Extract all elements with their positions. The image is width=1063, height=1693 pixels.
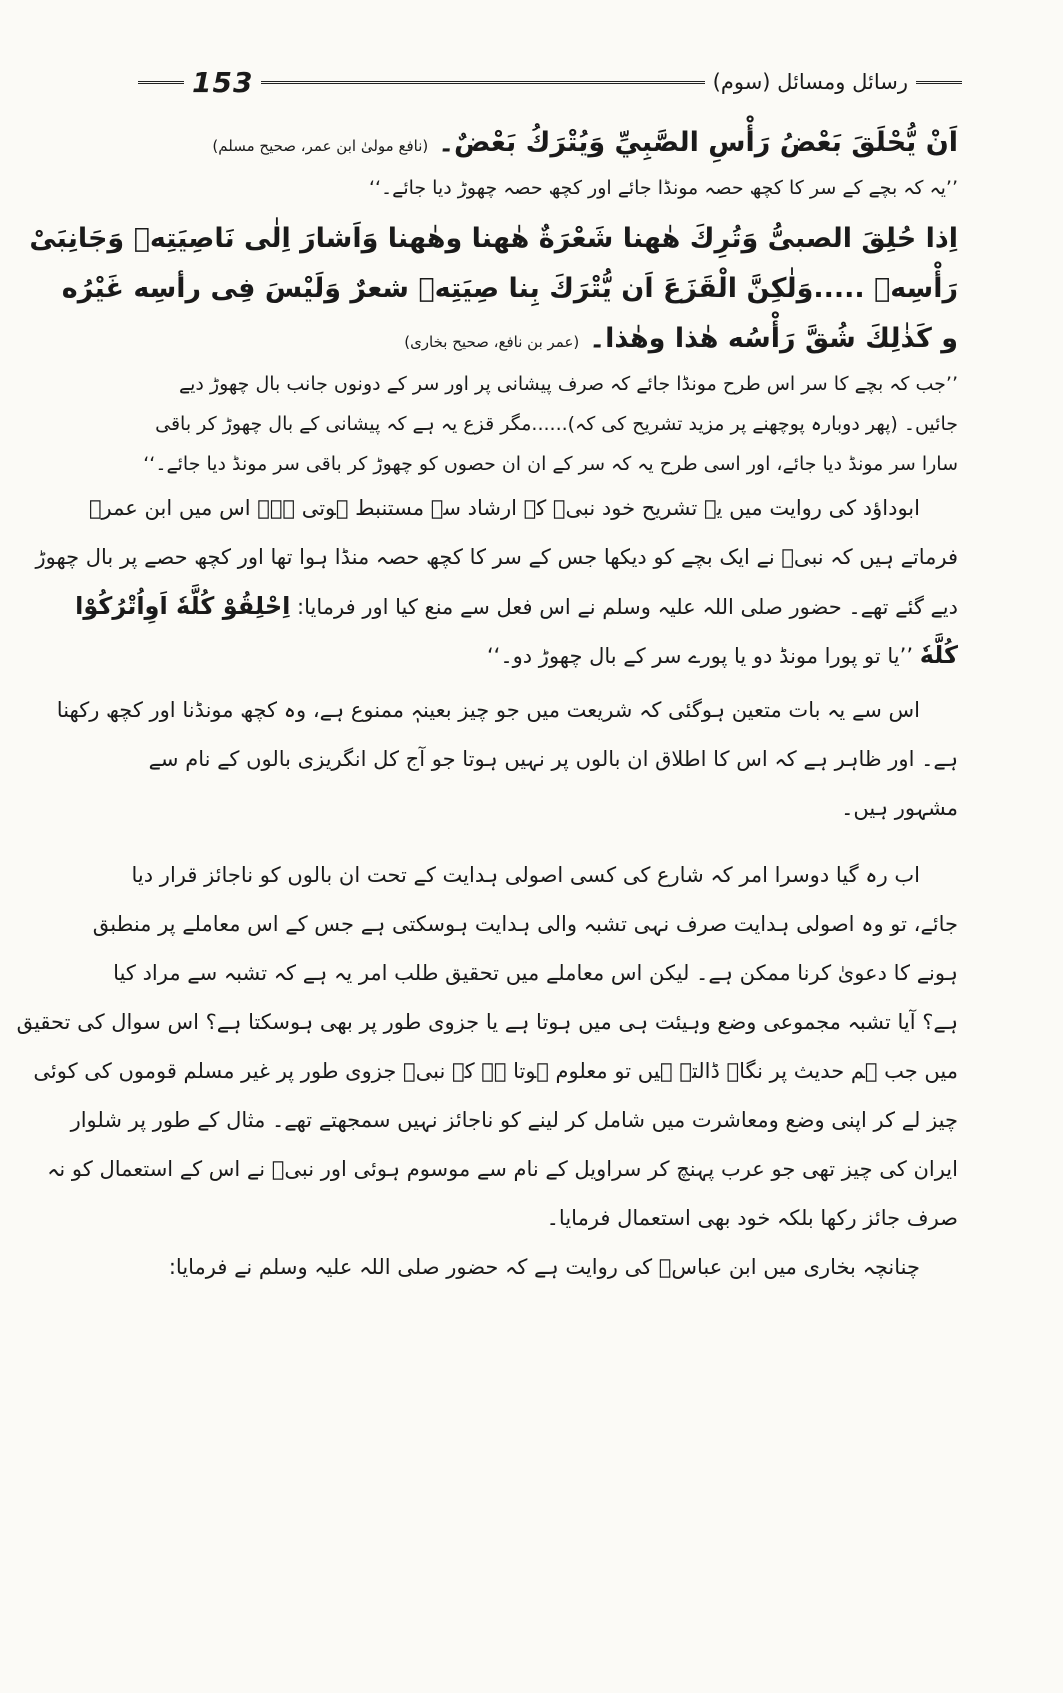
translation-line-1: ’’یہ کہ بچے کے سر کا کچھ حصہ مونڈا جائے اور کچھ حصہ چھوڑ دیا جائے۔‘‘ (368, 177, 958, 199)
paragraph-line: فرماتے ہیں کہ نبیؐ نے ایک بچے کو دیکھا جس کے سر کا کچھ حصہ منڈا ہوا تھا اور کچھ حصے پر بال چھوڑ (35, 545, 958, 569)
translation-line-3: جائیں۔ (پھر دوبارہ پوچھنے پر مزید تشریح کی کہ)......مگر قزع یہ ہے کہ پیشانی کے بال چھوڑ کر باقی (155, 413, 958, 435)
paragraph-line: اب رہ گیا دوسرا امر کہ شارع کی کسی اصولی ہدایت کے تحت ان بالوں کو ناجائز قرار دیا (131, 863, 920, 887)
paragraph-line: دیے گئے تھے۔ حضور صلی اللہ علیہ وسلم نے اس فعل سے منع کیا اور فرمایا: اِحْلِقُوْ كُلَّهٗ اَوِاُتْرُكُوْا (75, 592, 958, 620)
page-number: 153 (192, 65, 254, 99)
arabic-hadith-line-3: رَأْسِهٖ .....وَلٰكِنَّ الْقَزَعَ اَن يُّتْرَكَ بِنا صِيَتِهٖ شعرٌ وَلَيْسَ فِی رأسِه غَيْرُه (61, 273, 958, 304)
paragraph-line: ہے۔ اور ظاہر ہے کہ اس کا اطلاق ان بالوں پر نہیں ہوتا جو آج کل انگریزی بالوں کے نام سے (148, 747, 958, 771)
paragraph-line: میں جب ہم حدیث پر نگاہ ڈالتے ہیں تو معلوم ہوتا ہے کہ نبیؐ جزوی طور پر غیر مسلم قوموں کی کوئی (33, 1059, 958, 1083)
arabic-inline-quote-end: كُلَّهٗ (919, 641, 958, 669)
citation-muslim: (نافع مولیٰ ابن عمر، صحیح مسلم) (212, 137, 429, 155)
arabic-hadith-line-4: و كَذٰلِكَ شُقَّ رَأْسُه هٰذا وهٰذا۔(عمر بن نافع، صحیح بخاری) (404, 323, 958, 354)
paragraph-line: ابوداؤد کی روایت میں یہ تشریح خود نبیؐ کے ارشاد سے مستنبط ہوتی ہے۔ اس میں ابن عمرؓ (88, 496, 920, 520)
header-rule-middle (261, 81, 704, 84)
paragraph-line: مشہور ہیں۔ (841, 796, 958, 820)
page-body (16, 118, 958, 1292)
translation-line-2: ’’جب کہ بچے کا سر اس طرح مونڈا جائے کہ صرف پیشانی پر اور سر کے دونوں جانب بال چھوڑ دیے (179, 373, 958, 395)
paragraph-line: چیز لے کر اپنی وضع ومعاشرت میں شامل کر لینے کو ناجائز نہیں سمجھتے تھے۔ مثال کے طور پر شلوار (70, 1108, 958, 1132)
arabic-inline-quote: اِحْلِقُوْ كُلَّهٗ اَوِاُتْرُكُوْا (75, 592, 291, 620)
citation-bukhari: (عمر بن نافع، صحیح بخاری) (404, 333, 580, 351)
paragraph-line: ہے؟ آیا تشبہ مجموعی وضع وہیئت ہی میں ہوتا ہے یا جزوی طور پر بھی ہوسکتا ہے؟ اس سوال کی تحقیق (16, 1010, 958, 1034)
book-title: رسائل ومسائل (سوم) (712, 70, 908, 94)
paragraph-line: صرف جائز رکھا بلکہ خود بھی استعمال فرمایا۔ (546, 1206, 958, 1230)
translation-line-4: سارا سر مونڈ دیا جائے، اور اسی طرح یہ کہ سر کے ان ان حصوں کو چھوڑ کر باقی سر مونڈ دیا جائے۔‘‘ (143, 453, 958, 475)
header-rule-left (138, 81, 184, 84)
paragraph-line: چنانچہ بخاری میں ابن عباسؓ کی روایت ہے کہ حضور صلی اللہ علیہ وسلم نے فرمایا: (168, 1255, 920, 1279)
header-rule-right (916, 81, 962, 84)
paragraph-line: كُلَّهٗ ’’یا تو پورا مونڈ دو یا پورے سر کے بال چھوڑ دو۔‘‘ (486, 641, 958, 669)
paragraph-line: ہونے کا دعویٰ کرنا ممکن ہے۔ لیکن اس معاملے میں تحقیق طلب امر یہ ہے کہ تشبہ سے مراد کیا (113, 961, 958, 985)
paragraph-line: اس سے یہ بات متعین ہوگئی کہ شریعت میں جو چیز بعینہٖ ممنوع ہے، وہ کچھ مونڈنا اور کچھ رکھنا (56, 698, 920, 722)
paragraph-line: ایران کی چیز تھی جو عرب پہنچ کر سراویل کے نام سے موسوم ہوئی اور نبیؐ نے اس کے استعمال کو نہ (47, 1157, 958, 1181)
paragraph-line: جائے، تو وہ اصولی ہدایت صرف نہی تشبہ والی ہدایت ہوسکتی ہے جس کے اس معاملے پر منطبق (92, 912, 958, 936)
arabic-hadith-line-1: اَنْ يُّحْلَقَ بَعْضُ رَأْسِ الصَّبِيِّ وَيُتْرَكُ بَعْضٌ۔(نافع مولیٰ ابن عمر، صحیح مسلم) (212, 127, 958, 158)
running-header (130, 62, 970, 102)
arabic-hadith-line-2: اِذا حُلِقَ الصبیُّ وَتُرِكَ هٰهنا شَعْرَةٌ هٰهنا وهٰهنا وَاَشارَ اِلٰی نَاصِيَتِهٖ وَجَانِبَیْ (29, 223, 958, 254)
